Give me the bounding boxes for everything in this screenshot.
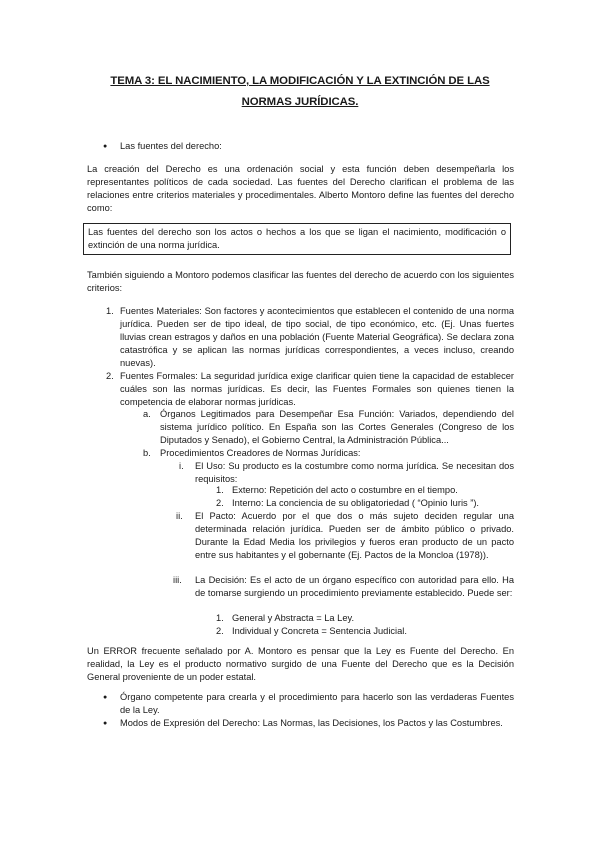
requirement-marker: 1. xyxy=(216,485,224,495)
decision-type-marker: 1. xyxy=(216,613,224,623)
requirement-external: Externo: Repetición del acto o costumbre en el tiempo. xyxy=(232,485,458,495)
decision-type-marker: 2. xyxy=(216,626,224,636)
definition-box: Las fuentes del derecho son los actos o hechos a los que se ligan el nacimiento, modificación o extinción de una norma jurídica. xyxy=(83,223,511,255)
title-line-1: TEMA 3: EL NACIMIENTO, LA MODIFICACIÓN Y LA EXTINCIÓN DE LAS xyxy=(110,75,490,87)
list-item-material-sources: Fuentes Materiales: Son factores y acontecimientos que establecen el contenido de una norma jurídica. Pueden ser de tipo ideal, de tipo social, de tipo económico, etc. (Ej. Unas fuertes lluvias crean estragos y daños en una población (Fuente Material Geográfica). Se declara zona catastrófica y se aplican las normas jurídicas correspondientes, a veces incluso, creando nuevas). xyxy=(120,306,514,368)
error-paragraph: Un ERROR frecuente señalado por A. Montoro es pensar que la Ley es Fuente del Derecho. En realidad, la Ley es el producto normativo surgido de una Fuente del Derecho que es la Decisión General proveniente de un poder estatal. xyxy=(87,646,514,682)
final-bullet-item: ● Modos de Expresión del Derecho: Las Normas, las Decisiones, los Pactos y las Costumbres. xyxy=(120,717,514,730)
requirement-internal: Interno: La conciencia de su obligatoriedad ( “Opinio Iuris ”). xyxy=(232,498,480,508)
sublist-marker: a. xyxy=(143,409,151,419)
procedure-use: El Uso: Su producto es la costumbre como norma jurídica. Se necesitan dos requisitos: xyxy=(195,461,514,484)
list-marker: 1. xyxy=(106,306,114,316)
requirement-marker: 2. xyxy=(216,498,224,508)
roman-marker: ii. xyxy=(176,511,183,521)
decision-individual: Individual y Concreta = Sentencia Judicial. xyxy=(232,626,407,636)
procedure-decision: La Decisión: Es el acto de un órgano específico con autoridad para ello. Ha de tomarse surgiendo un procedimiento previamente establecido. Puede ser: xyxy=(195,575,514,598)
page-title xyxy=(60,71,540,113)
procedure-pact: El Pacto: Acuerdo por el que dos o más sujeto deciden regular una determinada relación jurídica. Pueden ser de ámbito público o privado. Durante la Edad Media los privilegios y fueros eran producto de un pacto entre sus habitantes y el gobernante (Ej. Pactos de la Moncloa (1978)). xyxy=(195,511,514,560)
section-heading: ● Las fuentes del derecho: xyxy=(120,140,520,153)
list-marker: 2. xyxy=(106,371,114,381)
final-bullet-item: ● Órgano competente para crearla y el procedimiento para hacerlo son las verdaderas Fuentes de la Ley. xyxy=(120,691,514,717)
roman-marker: iii. xyxy=(173,575,182,585)
decision-general: General y Abstracta = La Ley. xyxy=(232,613,355,623)
sublist-item-organs: Órganos Legitimados para Desempeñar Esa Función: Variados, dependiendo del sistema jurídico político. En España son las Cortes Generales (Congreso de los Diputados y Senado), el Gobierno Central, la Administración Pública... xyxy=(160,409,514,445)
sublist-marker: b. xyxy=(143,448,151,458)
sublist-item-procedures: Procedimientos Creadores de Normas Jurídicas: xyxy=(160,448,361,458)
title-line-2: NORMAS JURÍDICAS. xyxy=(241,96,359,108)
classification-intro: También siguiendo a Montoro podemos clasificar las fuentes del derecho de acuerdo con los siguientes criterios: xyxy=(87,270,514,293)
intro-paragraph: La creación del Derecho es una ordenación social y esta función deben desempeñarla los representantes políticos de cada sociedad. Las fuentes del Derecho clarifican el problema de las relaciones entre criterios materiales y procedimentales. Alberto Montoro define las fuentes del derecho como: xyxy=(87,164,514,213)
list-item-formal-sources: Fuentes Formales: La seguridad jurídica exige clarificar quien tiene la capacidad de establecer cuáles son las normas jurídicas. Es decir, las Fuentes Formales son quienes tienen la competencia de elaborar normas jurídicas. xyxy=(120,371,514,407)
roman-marker: i. xyxy=(179,461,184,471)
